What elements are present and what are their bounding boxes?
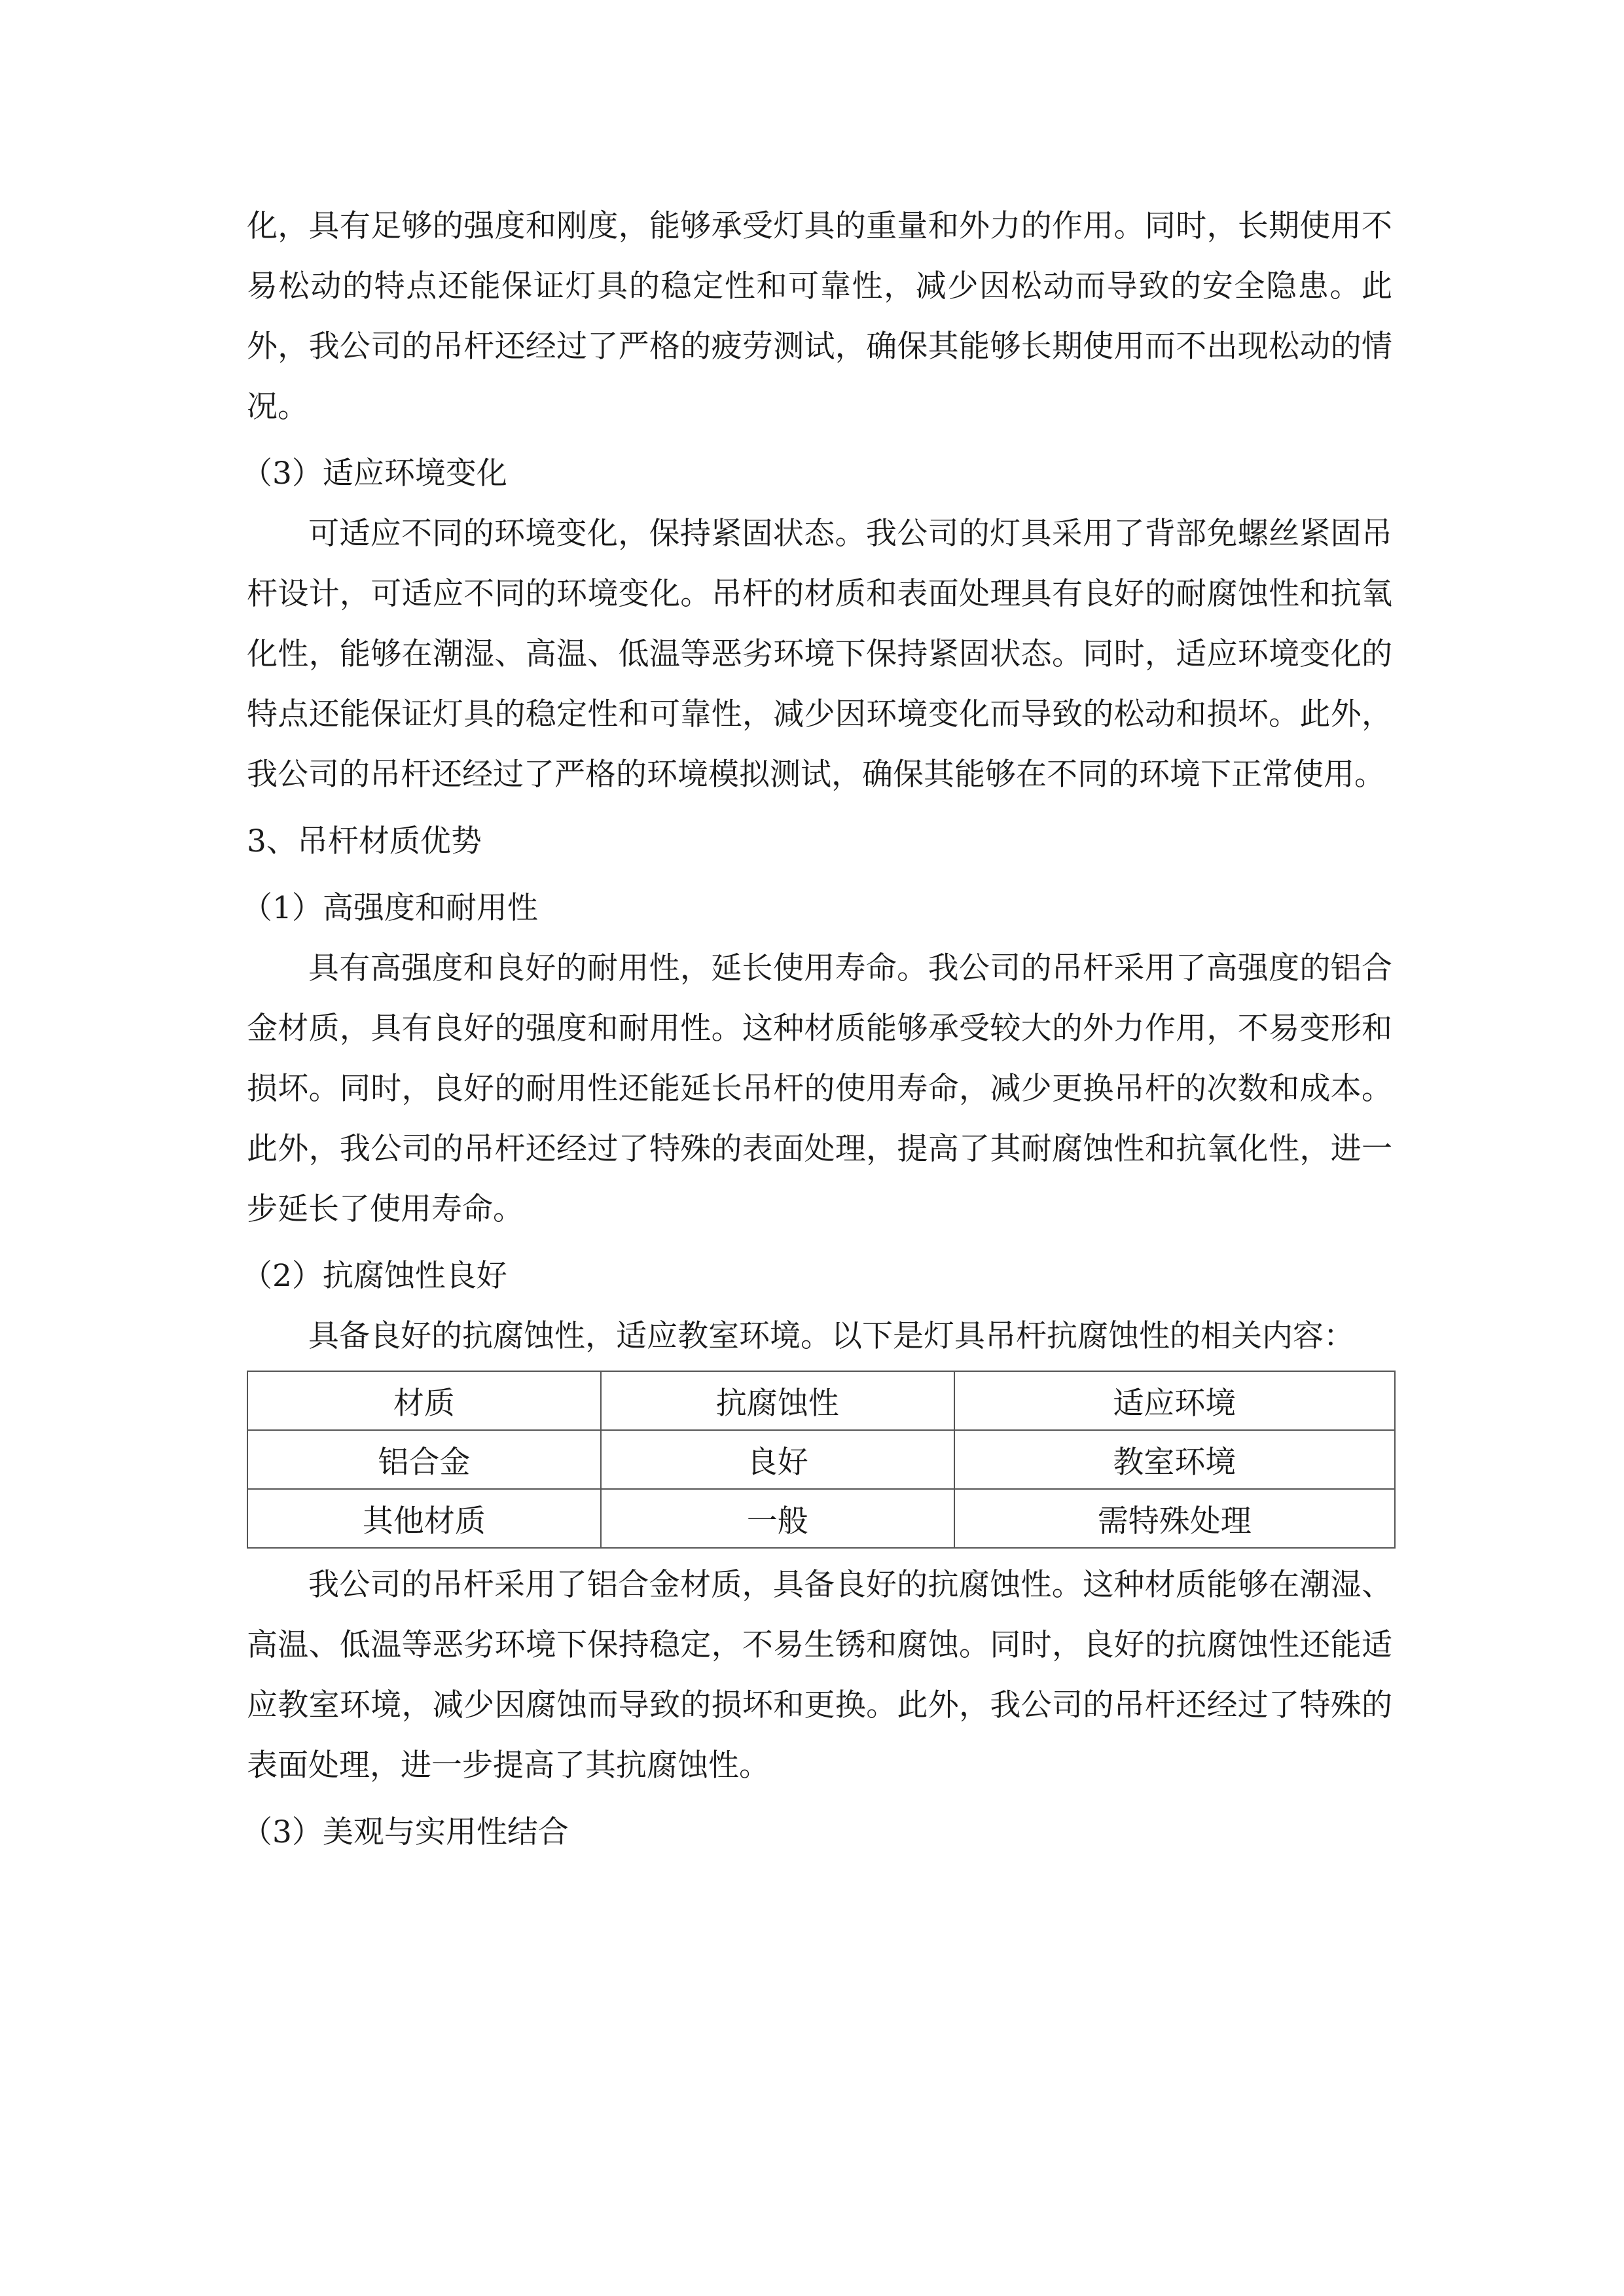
table-cell: 一般 — [601, 1489, 954, 1548]
heading-corrosion-resistance: （2）抗腐蚀性良好 — [242, 1258, 507, 1294]
heading-adapt-environment: （3）适应环境变化 — [242, 456, 507, 492]
table-header-cell: 材质 — [247, 1371, 601, 1430]
table-row — [247, 1489, 1395, 1548]
table-cell: 教室环境 — [954, 1430, 1395, 1489]
paragraph-adapt-environment: 可适应不同的环境变化，保持紧固状态。我公司的灯具采用了背部免螺丝紧固吊杆设计，可适应不同的环境变化。吊杆的材质和表面处理具有良好的耐腐蚀性和抗氧化性，能够在潮湿、高温、低温等恶劣环境下保持紧固状态。同时，适应环境变化的特点还能保证灯具的稳定性和可靠性，减少因环境变化而导致的松动和损坏。此外，我公司的吊杆还经过了严格的环境模拟测试，确保其能够在不同的环境下正常使用。 — [247, 516, 1392, 793]
table-cell: 需特殊处理 — [954, 1489, 1395, 1548]
heading-material-advantage: 3、吊杆材质优势 — [247, 823, 482, 859]
table-header-cell: 适应环境 — [954, 1371, 1395, 1430]
table-row — [247, 1430, 1395, 1489]
paragraph-strength-durability: 具有高强度和良好的耐用性，延长使用寿命。我公司的吊杆采用了高强度的铝合金材质，具有良好的强度和耐用性。这种材质能够承受较大的外力作用，不易变形和损坏。同时，良好的耐用性还能延长吊杆的使用寿命，减少更换吊杆的次数和成本。此外，我公司的吊杆还经过了特殊的表面处理，提高了其耐腐蚀性和抗氧化性，进一步延长了使用寿命。 — [247, 950, 1392, 1227]
heading-strength-durability: （1）高强度和耐用性 — [242, 890, 538, 926]
table-header-row — [247, 1371, 1395, 1430]
corrosion-table — [247, 1371, 1396, 1549]
table-cell: 铝合金 — [247, 1430, 601, 1489]
paragraph-continuation: 化，具有足够的强度和刚度，能够承受灯具的重量和外力的作用。同时，长期使用不易松动的特点还能保证灯具的稳定性和可靠性，减少因松动而导致的安全隐患。此外，我公司的吊杆还经过了严格的疲劳测试，确保其能够长期使用而不出现松动的情况。 — [247, 208, 1392, 425]
page-content — [242, 196, 1392, 1863]
table-cell: 良好 — [601, 1430, 954, 1489]
paragraph-corrosion-intro: 具备良好的抗腐蚀性，适应教室环境。以下是灯具吊杆抗腐蚀性的相关内容： — [308, 1318, 1354, 1354]
heading-aesthetics-practicality: （3）美观与实用性结合 — [242, 1814, 569, 1850]
paragraph-corrosion-detail: 我公司的吊杆采用了铝合金材质，具备良好的抗腐蚀性。这种材质能够在潮湿、高温、低温等恶劣环境下保持稳定，不易生锈和腐蚀。同时，良好的抗腐蚀性还能适应教室环境，减少因腐蚀而导致的损坏和更换。此外，我公司的吊杆还经过了特殊的表面处理，进一步提高了其抗腐蚀性。 — [247, 1567, 1392, 1784]
table-header-cell: 抗腐蚀性 — [601, 1371, 954, 1430]
table-cell: 其他材质 — [247, 1489, 601, 1548]
